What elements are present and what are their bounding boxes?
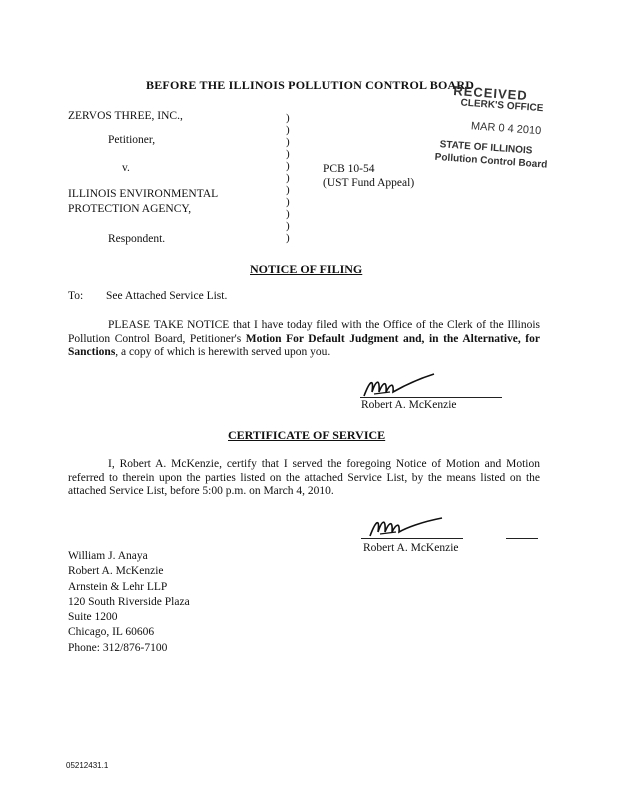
notice-signer: Robert A. McKenzie xyxy=(361,399,457,411)
stamp-date: MAR 0 4 2010 xyxy=(470,120,542,138)
signature-line xyxy=(361,538,463,539)
petitioner-name: ZERVOS THREE, INC., xyxy=(68,110,183,122)
address-line: Robert A. McKenzie xyxy=(68,565,164,578)
address-line: Chicago, IL 60606 xyxy=(68,626,155,639)
address-line: 120 South Riverside Plaza xyxy=(68,595,190,608)
notice-body: PLEASE TAKE NOTICE that I have today filed with the Office of the Clerk of the Illinois Pollution Control Board, Petitioner's Motion For Default Judgment and, in the Alternative, for Sanctions, a copy of which is herewith served upon you. xyxy=(68,319,540,358)
certificate-signer: Robert A. McKenzie xyxy=(363,542,459,554)
signature-line xyxy=(360,397,502,398)
to-label: To: xyxy=(68,290,84,302)
address-line: Suite 1200 xyxy=(68,611,118,624)
case-type: (UST Fund Appeal) xyxy=(323,177,415,189)
document-id: 05212431.1 xyxy=(66,761,109,770)
address-line: Arnstein & Lehr LLP xyxy=(68,580,168,593)
respondent-line-2: PROTECTION AGENCY, xyxy=(68,203,192,215)
versus: v. xyxy=(122,162,130,174)
address-block xyxy=(68,549,190,656)
stamp-state: STATE OF ILLINOIS xyxy=(439,139,533,157)
certificate-body: I, Robert A. McKenzie, certify that I served the foregoing Notice of Motion and Motion referred to therein upon the parties listed on the attached Service List, by the means listed on the attached Service List, before 5:00 p.m. on March 4, 2010. xyxy=(68,458,540,497)
notice-heading: NOTICE OF FILING xyxy=(250,262,363,276)
address-line: William J. Anaya xyxy=(68,550,148,562)
stamp-office: CLERK'S OFFICE xyxy=(460,97,544,115)
to-value: See Attached Service List. xyxy=(106,290,228,302)
petitioner-role: Petitioner, xyxy=(108,134,156,146)
certificate-heading: CERTIFICATE OF SERVICE xyxy=(228,428,386,442)
respondent-role: Respondent. xyxy=(108,233,166,245)
stamp-board: Pollution Control Board xyxy=(434,151,548,171)
stamp-received: RECEIVED xyxy=(452,82,529,104)
caption-bracket: ) ) ) ) ) ) ) ) ) ) ) xyxy=(286,112,290,244)
page-title: BEFORE THE ILLINOIS POLLUTION CONTROL BOARD xyxy=(146,78,475,92)
case-number: PCB 10-54 xyxy=(323,163,375,175)
address-line: Phone: 312/876-7100 xyxy=(68,641,168,654)
respondent-line-1: ILLINOIS ENVIRONMENTAL xyxy=(68,188,219,200)
signature-line xyxy=(506,538,538,539)
received-stamp xyxy=(434,82,580,182)
